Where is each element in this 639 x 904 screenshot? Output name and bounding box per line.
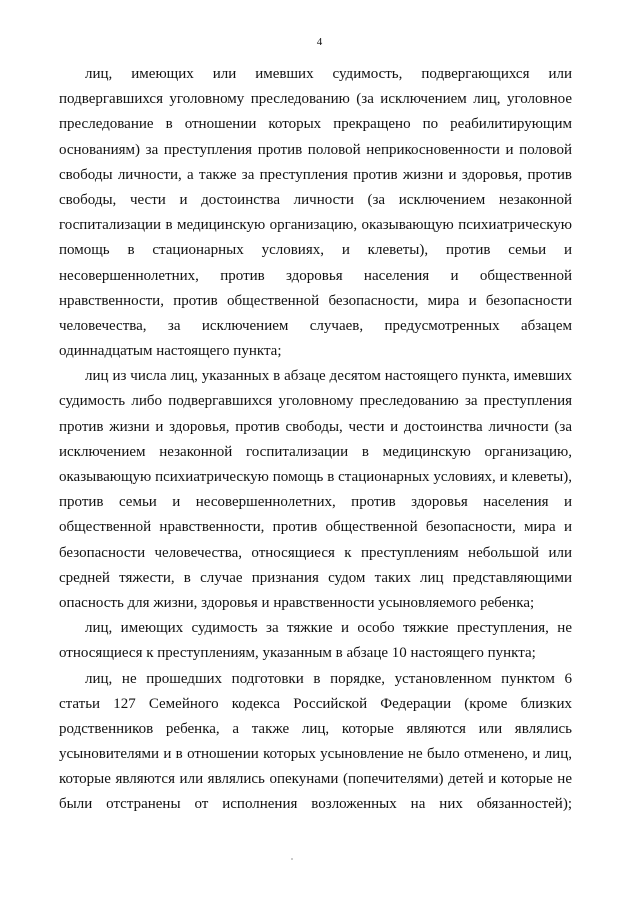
text-line: исключением незаконной госпитализации в медицинскую организацию, — [59, 443, 572, 460]
text-line: общественной нравственности, против общественной безопасности, мира и — [59, 519, 572, 536]
text-line: человечества, за исключением случаев, предусмотренных абзацем — [59, 317, 572, 334]
scan-speck — [291, 858, 293, 860]
text-line: против жизни и здоровья, против свободы, чести и достоинства личности (за — [59, 418, 572, 435]
text-line: лиц, имеющих судимость за тяжкие и особо тяжкие преступления, не — [85, 620, 572, 637]
text-line: судимость либо подвергавшихся уголовному преследованию за преступления — [59, 393, 572, 410]
text-line: свободы личности, а также за преступления против жизни и здоровья, против — [59, 166, 572, 183]
page-number: 4 — [316, 36, 323, 48]
paragraph-2 — [59, 364, 572, 616]
text-line: госпитализации в медицинскую организацию, оказывающую психиатрическую — [59, 217, 572, 234]
text-line: были отстранены от исполнения возложенных на них обязанностей); — [59, 796, 572, 813]
text-line: лиц, имеющих или имевших судимость, подвергающихся или — [85, 66, 572, 82]
text-line: которые являются или являлись опекунами (попечителями) детей и которые не — [59, 771, 572, 788]
text-line: родственников ребенка, а также лиц, которые являются или являлись — [59, 720, 572, 737]
text-line: опасность для жизни, здоровья и нравственности усыновляемого ребенка; — [59, 594, 535, 611]
text-line: лиц, не прошедших подготовки в порядке, установленном пунктом 6 — [85, 670, 572, 687]
paragraph-4 — [59, 667, 572, 818]
paragraph-1 — [59, 62, 572, 364]
text-line: против семьи и несовершеннолетних, против здоровья населения и — [59, 494, 572, 511]
text-line: нравственности, против общественной безопасности, мира и безопасности — [59, 292, 572, 309]
text-line: усыновителями и в отношении которых усыновление не было отменено, и лиц, — [59, 746, 572, 763]
text-line: преследование в отношении которых прекращено по реабилитирующим — [59, 116, 572, 133]
document-body — [59, 62, 572, 818]
paragraph-3 — [59, 616, 572, 666]
text-line: статьи 127 Семейного кодекса Российской Федерации (кроме близких — [59, 695, 572, 712]
text-line: оказывающую психиатрическую помощь в стационарных условиях, и клеветы), — [59, 469, 572, 485]
text-line: относящиеся к преступлениям, указанным в абзаце 10 настоящего пункта; — [59, 645, 536, 662]
text-line: основаниям) за преступления против половой неприкосновенности и половой — [59, 141, 572, 158]
text-line: подвергавшихся уголовному преследованию (за исключением лиц, уголовное — [59, 91, 572, 108]
text-line: средней тяжести, в случае признания судом таких лиц представляющими — [59, 569, 572, 586]
text-line: свободы, чести и достоинства личности (за исключением незаконной — [59, 191, 572, 208]
text-line: лиц из числа лиц, указанных в абзаце десятом настоящего пункта, имевших — [85, 368, 572, 385]
text-line: несовершеннолетних, против здоровья населения и общественной — [59, 267, 572, 284]
text-line: безопасности человечества, относящиеся к преступлениям небольшой или — [59, 544, 572, 561]
text-line: одиннадцатым настоящего пункта; — [59, 343, 282, 360]
text-line: помощь в стационарных условиях, и клеветы), против семьи и — [59, 242, 572, 259]
